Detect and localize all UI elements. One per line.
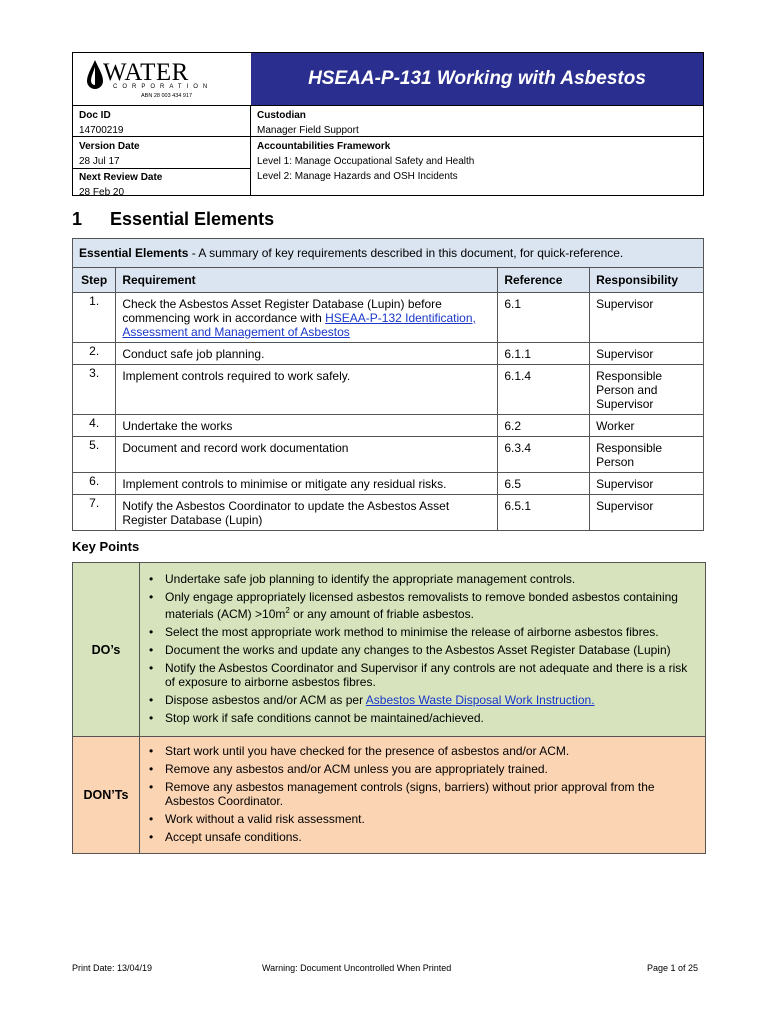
table-header-row xyxy=(73,268,704,293)
list-item xyxy=(165,693,696,707)
responsibility-cell: Supervisor xyxy=(590,495,704,531)
responsibility-cell: Worker xyxy=(590,415,704,437)
list-item: • Accept unsafe conditions. xyxy=(165,830,696,844)
list-item: • Start work until you have checked for the presence of asbestos and/or ACM. xyxy=(165,744,696,758)
step-cell: 7. xyxy=(73,495,116,531)
doc-id-value: 14700219 xyxy=(79,125,124,136)
donts-row xyxy=(73,737,706,854)
reference-cell: 6.3.4 xyxy=(498,437,590,473)
version-date-label: Version Date xyxy=(79,141,140,152)
list-item: • Remove any asbestos management controls (signs, barriers) without prior approval from the Asbestos Coordinator. xyxy=(165,780,696,808)
reference-cell: 6.2 xyxy=(498,415,590,437)
donts-list xyxy=(141,738,704,852)
requirement-cell: Document and record work documentation xyxy=(116,437,498,473)
col-responsibility: Responsibility xyxy=(590,268,704,293)
section-title: Essential Elements xyxy=(110,209,275,229)
next-review-value: 28 Feb 20 xyxy=(79,187,125,198)
dos-list xyxy=(141,566,704,733)
table-row xyxy=(73,343,704,365)
dos-list-cell xyxy=(140,563,706,737)
version-date-cell xyxy=(73,137,250,171)
section-heading xyxy=(72,209,274,230)
list-item: • Document the works and update any changes to the Asbestos Asset Register Database (Lupin) xyxy=(165,643,696,657)
table-row xyxy=(73,365,704,415)
key-points-table xyxy=(72,562,706,854)
asbestos-waste-disposal-link[interactable]: Asbestos Waste Disposal Work Instruction. xyxy=(365,693,595,707)
doc-id-cell xyxy=(73,106,250,140)
list-item xyxy=(165,590,696,621)
custodian-cell xyxy=(251,106,703,140)
requirement-cell: Implement controls required to work safely. xyxy=(116,365,498,415)
dos-row xyxy=(73,563,706,737)
col-reference: Reference xyxy=(498,268,590,293)
document-title: HSEAA-P-131 Working with Asbestos xyxy=(251,53,703,105)
footer-page-number: Page 1 of 25 xyxy=(646,963,698,973)
footer-warning: Warning: Document Uncontrolled When Printed xyxy=(262,963,452,973)
document-header xyxy=(72,52,704,196)
footer-print-date: Print Date: 13/04/19 xyxy=(72,963,153,973)
reference-cell: 6.1.4 xyxy=(498,365,590,415)
step-cell: 6. xyxy=(73,473,116,495)
responsibility-cell: Supervisor xyxy=(590,343,704,365)
reference-cell: 6.1 xyxy=(498,293,590,343)
requirement-cell: Conduct safe job planning. xyxy=(116,343,498,365)
superscript: 2 xyxy=(285,606,290,615)
logo-abn: ABN 28 003 434 917 xyxy=(141,93,193,99)
next-review-cell xyxy=(73,168,250,202)
caption-text: - A summary of key requirements described in this document, for quick-reference. xyxy=(188,246,624,260)
table-row xyxy=(73,437,704,473)
table-row xyxy=(73,495,704,531)
caption-bold: Essential Elements xyxy=(79,246,189,260)
custodian-value: Manager Field Support xyxy=(257,125,359,136)
accountabilities-cell xyxy=(251,137,703,186)
step-cell: 1. xyxy=(73,293,116,343)
list-item: • Select the most appropriate work method to minimise the release of airborne asbestos fibres. xyxy=(165,625,696,639)
header-metadata-grid xyxy=(73,105,703,198)
next-review-label: Next Review Date xyxy=(79,172,163,183)
version-date-value: 28 Jul 17 xyxy=(79,156,120,167)
accountabilities-level-1: Level 1: Manage Occupational Safety and Health xyxy=(257,156,475,167)
list-item: • Undertake safe job planning to identify the appropriate management controls. xyxy=(165,572,696,586)
responsibility-cell: Supervisor xyxy=(590,293,704,343)
reference-cell: 6.5 xyxy=(498,473,590,495)
requirement-cell: Implement controls to minimise or mitigate any residual risks. xyxy=(116,473,498,495)
essential-elements-table xyxy=(72,238,704,531)
list-item: • Work without a valid risk assessment. xyxy=(165,812,696,826)
requirement-cell xyxy=(116,293,498,343)
key-points-heading: Key Points xyxy=(72,539,140,554)
step-cell: 2. xyxy=(73,343,116,365)
hseaa-p-132-link[interactable]: HSEAA-P-132 Identification, Assessment and Management of Asbestos xyxy=(122,311,476,339)
responsibility-cell: Supervisor xyxy=(590,473,704,495)
accountabilities-label: Accountabilities Framework xyxy=(257,141,391,152)
col-requirement: Requirement xyxy=(116,268,498,293)
water-corporation-logo xyxy=(73,53,251,105)
donts-label: DON’Ts xyxy=(73,737,140,854)
responsibility-cell: Responsible Person xyxy=(590,437,704,473)
step-cell: 4. xyxy=(73,415,116,437)
list-item-text: Only engage appropriately licensed asbestos removalists to remove bonded asbestos containing materials (ACM) >10m xyxy=(165,590,678,621)
section-number: 1 xyxy=(72,209,83,229)
step-cell: 5. xyxy=(73,437,116,473)
col-step: Step xyxy=(73,268,116,293)
responsibility-cell: Responsible Person and Supervisor xyxy=(590,365,704,415)
table-row xyxy=(73,473,704,495)
requirement-cell: Undertake the works xyxy=(116,415,498,437)
reference-cell: 6.5.1 xyxy=(498,495,590,531)
accountabilities-level-2: Level 2: Manage Hazards and OSH Incidents xyxy=(257,171,458,182)
table-caption-row xyxy=(73,239,704,268)
list-item: • Stop work if safe conditions cannot be maintained/achieved. xyxy=(165,711,696,725)
list-item: • Remove any asbestos and/or ACM unless you are appropriately trained. xyxy=(165,762,696,776)
table-row xyxy=(73,415,704,437)
table-row xyxy=(73,293,704,343)
donts-list-cell xyxy=(140,737,706,854)
requirement-cell: Notify the Asbestos Coordinator to update the Asbestos Asset Register Database (Lupin) xyxy=(116,495,498,531)
table-caption xyxy=(73,239,704,268)
water-drop-icon xyxy=(85,59,105,91)
custodian-label: Custodian xyxy=(257,110,306,121)
list-item: • Notify the Asbestos Coordinator and Supervisor if any controls are not adequate and there is a risk of exposure to airborne asbestos fibres. xyxy=(165,661,696,689)
logo-wordmark: WATER xyxy=(103,59,189,86)
doc-id-label: Doc ID xyxy=(79,110,111,121)
logo-corporation: CORPORATION xyxy=(113,84,213,90)
reference-cell: 6.1.1 xyxy=(498,343,590,365)
requirement-text: Check the Asbestos Asset Register Database (Lupin) before commencing work in accordance with xyxy=(122,297,442,325)
list-item-text: or any amount of friable asbestos. xyxy=(289,607,474,621)
step-cell: 3. xyxy=(73,365,116,415)
dos-label: DO’s xyxy=(73,563,140,737)
list-item-text: Dispose asbestos and/or ACM as per xyxy=(165,693,366,707)
